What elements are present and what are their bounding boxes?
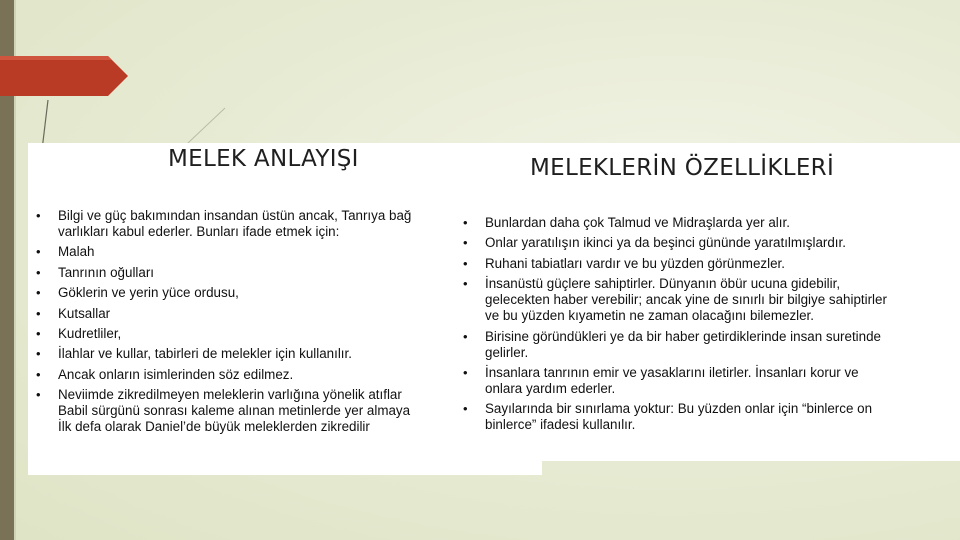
bullet-item [32, 265, 472, 281]
bullet-text: İlahlar ve kullar, tabirleri de melekler için kullanılır. [58, 346, 352, 362]
bullet-text: Göklerin ve yerin yüce ordusu, [58, 285, 239, 301]
bullet-text: İnsanlara tanrının emir ve yasaklarını iletirler. İnsanları korur ve onlara yardım ederler. [485, 364, 859, 396]
bullet-marker: • [36, 208, 41, 223]
bullet-item [32, 364, 472, 383]
bullet-marker: • [36, 285, 41, 301]
right-title: MELEKLERİN ÖZELLİKLERİ [530, 155, 835, 181]
bullet-text: Kudretliler, [58, 325, 122, 341]
bullet-marker: • [36, 305, 41, 321]
bullet-marker: • [36, 366, 41, 382]
left-bullet-list [32, 208, 472, 440]
bullet-item [32, 326, 472, 342]
bullet-text: Tanrının oğulları [58, 264, 155, 280]
bullet-text: Bilgi ve güç bakımından insandan üstün ancak, Tanrıya bağ varlıkları kabul ederler. Bunları ifade etmek için: [58, 208, 412, 239]
bullet-item [459, 401, 951, 433]
bullet-marker: • [463, 255, 468, 271]
bullet-item [32, 285, 472, 301]
bullet-text: Ancak onların isimlerinden söz edilmez. [58, 366, 294, 382]
bullet-item [459, 276, 951, 324]
bullet-marker: • [36, 325, 41, 341]
bullet-item [32, 244, 472, 260]
bullet-text: Kutsallar [58, 305, 111, 321]
bullet-marker: • [463, 235, 468, 251]
bullet-marker: • [36, 387, 41, 403]
bullet-marker: • [36, 244, 41, 260]
bullet-text: Neviimde zikredilmeyen meleklerin varlığına yönelik atıflar Babil sürgünü sonrası kaleme alınan metinlerde yer almaya İlk defa olarak Daniel’de büyük meleklerden zikredilir [58, 387, 411, 435]
bullet-marker: • [463, 328, 468, 344]
bullet-text: Birisine göründükleri ye da bir haber getirdiklerinde insan suretinde gelirler. [485, 328, 881, 360]
bullet-marker: • [463, 401, 468, 417]
bullet-text: Ruhani tabiatları vardır ve bu yüzden görünmezler. [485, 255, 785, 271]
bullet-marker: • [36, 264, 41, 280]
bullet-text: İnsanüstü güçlere sahiptirler. Dünyanın öbür ucuna gidebilir, gelecekten haber verebilir; ancak yine de sınırlı bir bilgiye sahiptirler ve bu yüzden kıyametin ne zaman olacağını bilemezler. [485, 276, 887, 324]
bullet-item [459, 365, 951, 397]
bullet-text: Malah [58, 244, 95, 260]
bullet-text: Bunlardan daha çok Talmud ve Midraşlarda yer alır. [485, 215, 790, 230]
bullet-text: Sayılarında bir sınırlama yoktur: Bu yüzden onlar için “binlerce on binlerce” ifadesi kullanılır. [485, 401, 873, 433]
left-title: MELEK ANLAYIŞI [168, 146, 359, 172]
bullet-item [32, 306, 472, 322]
bullet-marker: • [36, 346, 41, 362]
bullet-marker: • [463, 364, 468, 380]
bullet-item [459, 256, 951, 272]
bullet-text: Onlar yaratılışın ikinci ya da beşinci gününde yaratılmışlardır. [485, 235, 846, 251]
right-bullet-list [459, 215, 951, 438]
bullet-marker: • [463, 276, 468, 292]
bullet-item [459, 215, 951, 231]
bullet-item [32, 208, 472, 240]
bullet-item [32, 387, 472, 435]
bullet-item [32, 346, 472, 362]
bullet-item [459, 235, 951, 251]
bullet-item [459, 329, 951, 361]
bullet-marker: • [463, 215, 468, 230]
